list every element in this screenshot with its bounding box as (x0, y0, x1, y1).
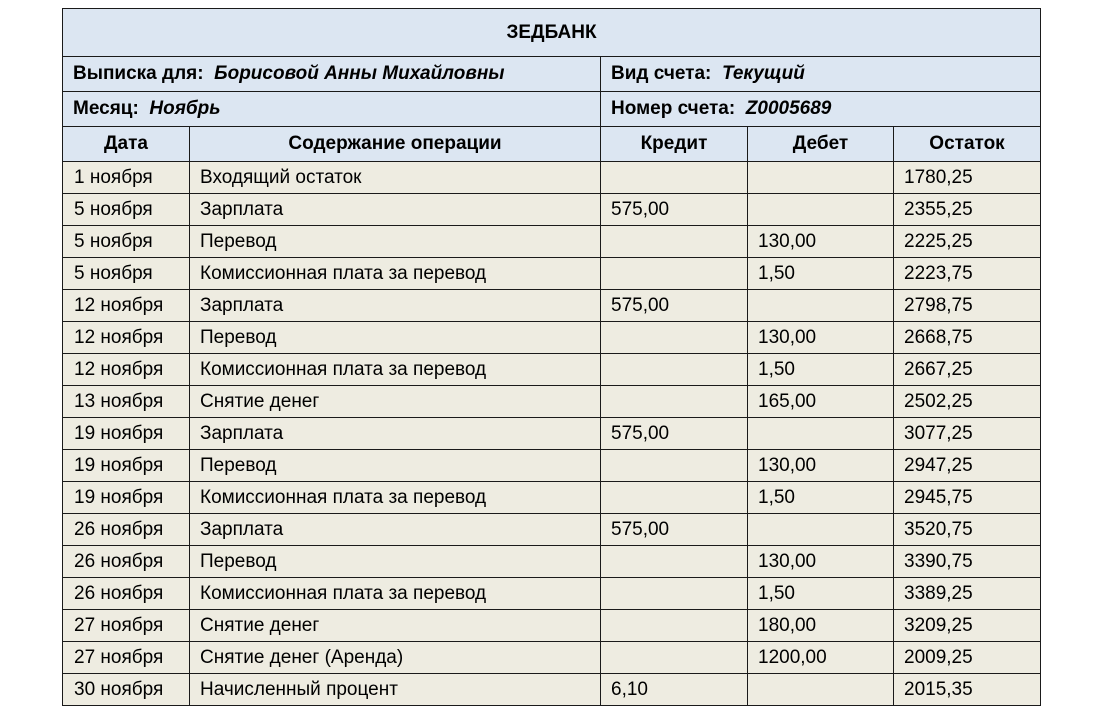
cell-date: 26 ноября (63, 546, 190, 578)
bank-name: ЗЕДБАНК (63, 9, 1041, 57)
cell-balance: 2015,35 (894, 674, 1041, 706)
month-label: Месяц: (73, 98, 139, 119)
cell-description: Комиссионная плата за перевод (190, 482, 601, 514)
cell-debit: 165,00 (748, 386, 894, 418)
cell-balance: 2945,75 (894, 482, 1041, 514)
column-header-description: Содержание операции (190, 127, 601, 162)
title-row (63, 9, 1041, 57)
cell-debit: 180,00 (748, 610, 894, 642)
cell-date: 12 ноября (63, 354, 190, 386)
cell-description: Перевод (190, 546, 601, 578)
table-row (63, 194, 1041, 226)
cell-date: 26 ноября (63, 578, 190, 610)
cell-description: Снятие денег (190, 610, 601, 642)
column-header-date: Дата (63, 127, 190, 162)
cell-debit (748, 194, 894, 226)
table-row (63, 674, 1041, 706)
statement-for-label: Выписка для: (73, 63, 204, 84)
cell-date: 27 ноября (63, 610, 190, 642)
table-row (63, 514, 1041, 546)
column-header-row (63, 127, 1041, 162)
cell-description: Начисленный процент (190, 674, 601, 706)
cell-balance: 3520,75 (894, 514, 1041, 546)
cell-credit (601, 482, 748, 514)
statement-for (63, 57, 601, 92)
cell-debit: 130,00 (748, 546, 894, 578)
table-row (63, 290, 1041, 322)
cell-description: Зарплата (190, 290, 601, 322)
cell-balance: 3209,25 (894, 610, 1041, 642)
table-row (63, 322, 1041, 354)
cell-balance: 2798,75 (894, 290, 1041, 322)
cell-date: 26 ноября (63, 514, 190, 546)
cell-date: 13 ноября (63, 386, 190, 418)
column-header-balance: Остаток (894, 127, 1041, 162)
cell-credit: 575,00 (601, 514, 748, 546)
cell-description: Перевод (190, 450, 601, 482)
account-type-label: Вид счета: (611, 63, 712, 84)
cell-date: 19 ноября (63, 450, 190, 482)
bank-statement-table (62, 8, 1041, 706)
cell-credit (601, 162, 748, 194)
cell-description: Снятие денег (Аренда) (190, 642, 601, 674)
cell-debit: 1,50 (748, 354, 894, 386)
cell-debit (748, 290, 894, 322)
cell-date: 12 ноября (63, 290, 190, 322)
cell-date: 5 ноября (63, 226, 190, 258)
cell-debit (748, 162, 894, 194)
month-value: Ноябрь (149, 98, 221, 119)
account-type (601, 57, 1041, 92)
table-row (63, 226, 1041, 258)
cell-description: Входящий остаток (190, 162, 601, 194)
cell-description: Перевод (190, 226, 601, 258)
cell-description: Снятие денег (190, 386, 601, 418)
cell-debit: 1,50 (748, 258, 894, 290)
cell-balance: 2668,75 (894, 322, 1041, 354)
cell-credit (601, 610, 748, 642)
info-row-1 (63, 57, 1041, 92)
cell-date: 27 ноября (63, 642, 190, 674)
cell-credit (601, 226, 748, 258)
cell-credit: 575,00 (601, 194, 748, 226)
table-row (63, 578, 1041, 610)
cell-date: 5 ноября (63, 258, 190, 290)
cell-debit (748, 674, 894, 706)
cell-credit (601, 450, 748, 482)
cell-credit: 575,00 (601, 290, 748, 322)
cell-balance: 2502,25 (894, 386, 1041, 418)
cell-debit: 130,00 (748, 226, 894, 258)
cell-balance: 3389,25 (894, 578, 1041, 610)
table-row (63, 482, 1041, 514)
table-row (63, 642, 1041, 674)
cell-date: 19 ноября (63, 418, 190, 450)
cell-balance: 2355,25 (894, 194, 1041, 226)
cell-debit (748, 418, 894, 450)
table-row (63, 386, 1041, 418)
table-row (63, 418, 1041, 450)
account-number-value: Z0005689 (745, 98, 832, 119)
cell-description: Зарплата (190, 194, 601, 226)
table-row (63, 162, 1041, 194)
cell-credit (601, 354, 748, 386)
table-row (63, 450, 1041, 482)
cell-debit: 1,50 (748, 578, 894, 610)
cell-balance: 2223,75 (894, 258, 1041, 290)
month (63, 92, 601, 127)
column-header-debit: Дебет (748, 127, 894, 162)
cell-date: 19 ноября (63, 482, 190, 514)
cell-description: Зарплата (190, 514, 601, 546)
cell-balance: 2667,25 (894, 354, 1041, 386)
statement-for-value: Борисовой Анны Михайловны (214, 63, 505, 84)
cell-credit (601, 546, 748, 578)
table-row (63, 546, 1041, 578)
cell-date: 30 ноября (63, 674, 190, 706)
table-row (63, 258, 1041, 290)
cell-date: 12 ноября (63, 322, 190, 354)
cell-description: Зарплата (190, 418, 601, 450)
cell-balance: 2947,25 (894, 450, 1041, 482)
cell-description: Комиссионная плата за перевод (190, 258, 601, 290)
cell-balance: 3077,25 (894, 418, 1041, 450)
cell-debit: 130,00 (748, 322, 894, 354)
table-row (63, 610, 1041, 642)
cell-description: Комиссионная плата за перевод (190, 354, 601, 386)
cell-description: Комиссионная плата за перевод (190, 578, 601, 610)
cell-description: Перевод (190, 322, 601, 354)
cell-debit: 130,00 (748, 450, 894, 482)
cell-balance: 3390,75 (894, 546, 1041, 578)
cell-credit (601, 322, 748, 354)
cell-credit (601, 642, 748, 674)
column-header-credit: Кредит (601, 127, 748, 162)
cell-credit (601, 578, 748, 610)
cell-debit: 1,50 (748, 482, 894, 514)
cell-credit: 575,00 (601, 418, 748, 450)
cell-date: 1 ноября (63, 162, 190, 194)
cell-balance: 2009,25 (894, 642, 1041, 674)
cell-credit (601, 258, 748, 290)
info-row-2 (63, 92, 1041, 127)
account-number-label: Номер счета: (611, 98, 736, 119)
cell-balance: 2225,25 (894, 226, 1041, 258)
cell-debit (748, 514, 894, 546)
cell-debit: 1200,00 (748, 642, 894, 674)
cell-credit (601, 386, 748, 418)
table-row (63, 354, 1041, 386)
account-type-value: Текущий (721, 63, 805, 84)
cell-balance: 1780,25 (894, 162, 1041, 194)
cell-credit: 6,10 (601, 674, 748, 706)
cell-date: 5 ноября (63, 194, 190, 226)
account-number (601, 92, 1041, 127)
